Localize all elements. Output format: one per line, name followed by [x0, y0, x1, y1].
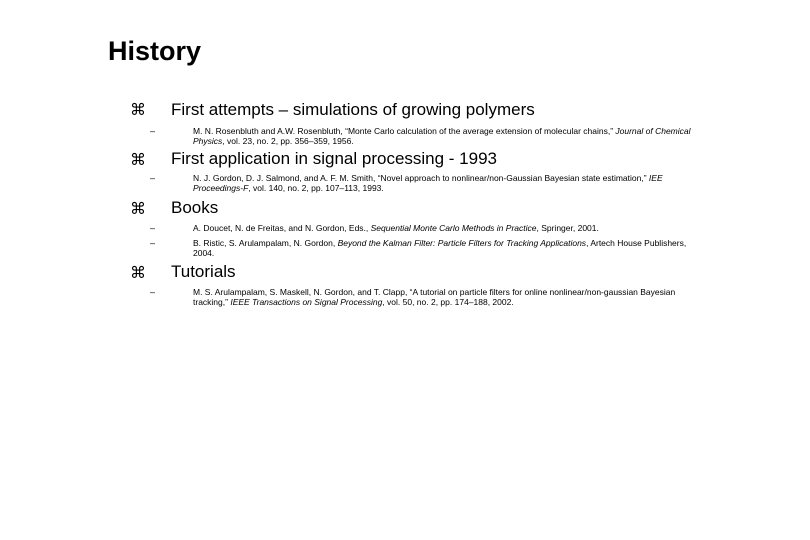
bullet-icon: ⌘ — [130, 100, 146, 119]
section-heading: Tutorials — [171, 262, 236, 281]
dash-marker: – — [150, 126, 156, 136]
section-heading: First application in signal processing - 1993 — [171, 149, 498, 168]
reference-item: N. J. Gordon, D. J. Salmond, and A. F. M. Smith, “Novel approach to nonlinear/non-Gaussian Bayesian state estimation,” IEE Proceedings-F, vol. 140, no. 2, pp. 107–113, 1993. — [193, 173, 663, 193]
dash-marker: – — [150, 173, 156, 183]
dash-marker: – — [150, 223, 156, 233]
section-heading: Books — [171, 198, 219, 217]
bullet-icon: ⌘ — [130, 263, 146, 282]
bullet-icon: ⌘ — [130, 150, 146, 169]
reference-item: B. Ristic, S. Arulampalam, N. Gordon, Beyond the Kalman Filter: Particle Filters for Tracking Applications, Artech House Publishers, 2004. — [193, 238, 687, 258]
section-heading: First attempts – simulations of growing polymers — [171, 100, 535, 119]
dash-marker: – — [150, 238, 156, 248]
reference-item: M. N. Rosenbluth and A.W. Rosenbluth, “Monte Carlo calculation of the average extension of molecular chains,” Journal of Chemical Physics, vol. 23, no. 2, pp. 356–359, 1956. — [193, 126, 691, 146]
reference-item: A. Doucet, N. de Freitas, and N. Gordon, Eds., Sequential Monte Carlo Methods in Practice, Springer, 2001. — [193, 223, 599, 233]
bullet-icon: ⌘ — [130, 199, 146, 218]
page-title: History — [108, 36, 202, 66]
dash-marker: – — [150, 287, 156, 297]
reference-item: M. S. Arulampalam, S. Maskell, N. Gordon, and T. Clapp, “A tutorial on particle filters for online nonlinear/non-gaussian Bayesian tracking,” IEEE Transactions on Signal Processing, vol. 50, no. 2, pp. 174–188, 2002. — [193, 287, 676, 307]
